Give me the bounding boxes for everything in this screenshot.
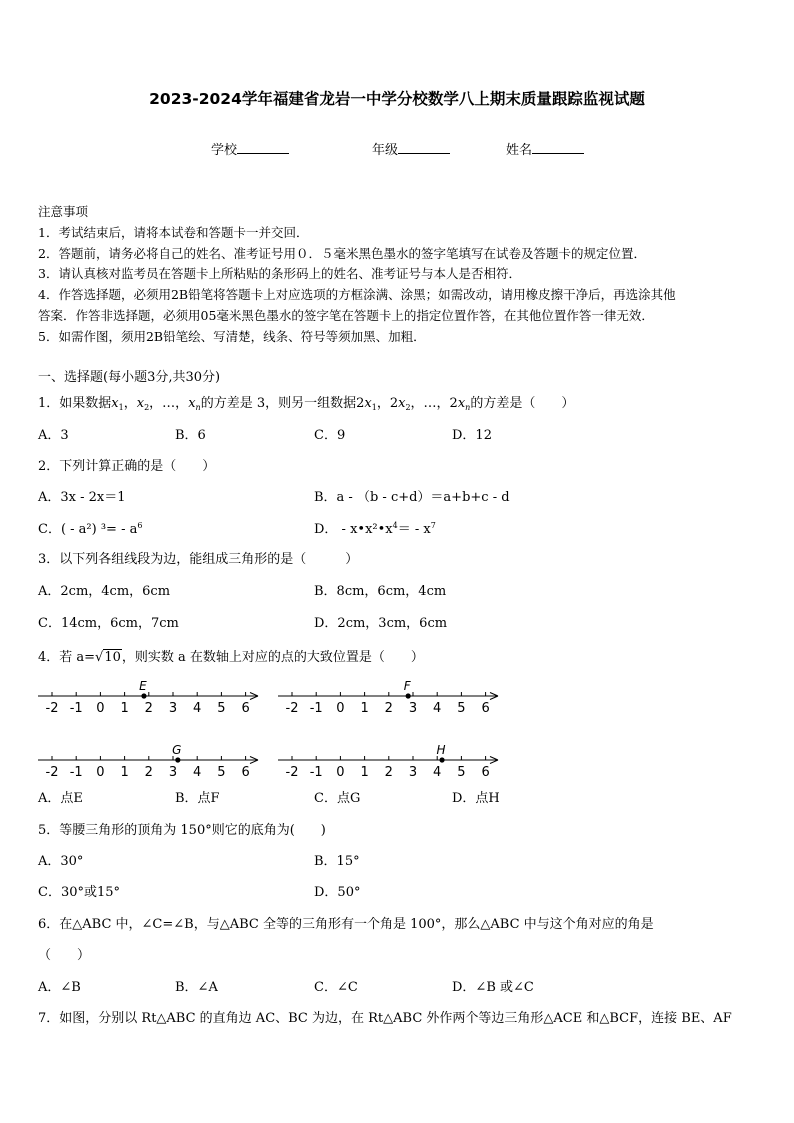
question-5-stem: 5．等腰三角形的顶角为 150°则它的底角为( ): [38, 823, 326, 838]
name-label: 姓名: [506, 143, 533, 158]
point-label: E: [139, 679, 147, 693]
q6-option-b[interactable]: B．∠A: [175, 980, 218, 995]
number-line-f: [276, 676, 508, 718]
q4-option-a[interactable]: A．点E: [38, 791, 83, 806]
q4-option-c[interactable]: C．点G: [314, 791, 361, 806]
section-heading: 一、选择题(每小题3分,共30分): [38, 370, 221, 385]
sqrt-expression: √10: [95, 650, 121, 665]
notice-item: 4．作答选择题，必须用2B铅笔将答题卡上对应选项的方框涂满、涂黑；如需改动，请用橡皮擦干净后，再选涂其他: [38, 287, 676, 302]
tick-label: 0: [336, 701, 345, 716]
tick-label: -2: [285, 765, 299, 780]
page-title: 2023-2024学年福建省龙岩一中学分校数学八上期末质量跟踪监视试题: [149, 90, 645, 108]
question-6-stem-cont: （ ）: [38, 948, 91, 963]
grade-field[interactable]: [372, 141, 450, 159]
tick-label: 6: [481, 701, 490, 716]
tick-label: -1: [309, 765, 323, 780]
q5-option-a[interactable]: A．30°: [38, 854, 84, 869]
q2-option-a[interactable]: A．3x - 2x＝1: [38, 490, 126, 505]
question-1-stem: 1．如果数据$x_1$，$x_2$，…，$x_n$的方差是 3，则另一组数据$2x_1$，$2x_2$，…，$2x_n$的方差是（ ）: [38, 396, 575, 412]
name-field[interactable]: [506, 141, 584, 159]
tick-label: 6: [241, 765, 250, 780]
q6-option-a[interactable]: A．∠B: [38, 980, 81, 995]
tick-label: 0: [96, 701, 105, 716]
tick-label: -1: [69, 701, 83, 716]
q1-option-d[interactable]: D．12: [452, 428, 492, 443]
question-2-stem: 2．下列计算正确的是（ ）: [38, 459, 216, 474]
point-marker: [175, 757, 180, 762]
grade-label: 年级: [372, 143, 399, 158]
tick-label: 0: [96, 765, 105, 780]
tick-label: 5: [457, 765, 466, 780]
notice-item: 2．答题前，请务必将自己的姓名、准考证号用０．５毫米黑色墨水的签字笔填写在试卷及答题卡的规定位置．: [38, 246, 646, 261]
question-6-stem: 6．在△ABC 中，∠C=∠B，与△ABC 全等的三角形有一个角是 100°，那么△ABC 中与这个角对应的角是: [38, 917, 654, 932]
q4-option-b[interactable]: B．点F: [175, 791, 220, 806]
school-label: 学校: [211, 143, 238, 158]
point-marker: [141, 693, 146, 698]
question-3-stem: 3．以下列各组线段为边，能组成三角形的是（ ）: [38, 552, 359, 567]
q5-option-c[interactable]: C．30°或15°: [38, 885, 121, 900]
tick-label: 2: [384, 701, 393, 716]
tick-label: 3: [168, 701, 178, 716]
tick-label: 4: [433, 701, 442, 716]
q3-option-c[interactable]: C．14cm，6cm，7cm: [38, 616, 179, 631]
q1-option-a[interactable]: A．3: [38, 428, 69, 443]
tick-label: 3: [408, 701, 418, 716]
notice-item: 3．请认真核对监考员在答题卡上所粘贴的条形码上的姓名、准考证号与本人是否相符．: [38, 266, 521, 281]
tick-label: 2: [144, 701, 153, 716]
school-field[interactable]: [211, 141, 289, 159]
q2-option-d[interactable]: D． - $x•x^2•x^4= - x^7$: [314, 521, 436, 537]
tick-label: -2: [285, 701, 299, 716]
tick-label: 4: [193, 765, 202, 780]
tick-label: -1: [309, 701, 323, 716]
q6-option-d[interactable]: D．∠B 或∠C: [452, 980, 534, 995]
tick-label: 5: [217, 765, 226, 780]
point-marker: [439, 757, 444, 762]
notice-item: 5．如需作图，须用2B铅笔绘、写清楚，线条、符号等须加黑、加粗．: [38, 329, 426, 344]
q2-option-b[interactable]: B．a - （b - c+d）＝a+b+c - d: [314, 490, 510, 505]
notice-heading: 注意事项: [38, 204, 89, 219]
tick-label: 6: [481, 765, 490, 780]
q3-option-b[interactable]: B．8cm，6cm，4cm: [314, 584, 447, 599]
point-label: F: [403, 679, 411, 693]
tick-label: 4: [433, 765, 442, 780]
tick-label: -2: [45, 701, 59, 716]
tick-label: 2: [384, 765, 393, 780]
number-line-e: [36, 676, 268, 718]
point-marker: [406, 693, 411, 698]
question-7-stem: 7．如图，分别以 Rt△ABC 的直角边 AC、BC 为边，在 Rt△ABC 外作两个等边三角形△ACE 和△BCF，连接 BE、AF: [38, 1011, 732, 1026]
tick-label: 1: [360, 765, 369, 780]
tick-label: 1: [120, 765, 129, 780]
tick-label: 6: [241, 701, 250, 716]
q1-option-c[interactable]: C．9: [314, 428, 346, 443]
q2-option-c[interactable]: C．( - a²) $^3= - a^6$: [38, 521, 143, 537]
q3-option-d[interactable]: D．2cm，3cm，6cm: [314, 616, 448, 631]
q5-option-b[interactable]: B．15°: [314, 854, 360, 869]
q1-option-b[interactable]: B．6: [175, 428, 206, 443]
tick-label: 0: [336, 765, 345, 780]
tick-label: 3: [408, 765, 418, 780]
tick-label: -1: [69, 765, 83, 780]
tick-label: 5: [217, 701, 226, 716]
point-label: G: [172, 743, 182, 757]
notice-item: 1．考试结束后，请将本试卷和答题卡一并交回．: [38, 225, 309, 240]
q3-option-a[interactable]: A．2cm，4cm，6cm: [38, 584, 171, 599]
tick-label: 1: [360, 701, 369, 716]
q6-option-c[interactable]: C．∠C: [314, 980, 358, 995]
number-line-h: [276, 740, 508, 782]
tick-label: 5: [457, 701, 466, 716]
tick-label: 3: [168, 765, 178, 780]
point-label: H: [436, 743, 446, 757]
notice-item: 答案．作答非选择题，必须用05毫米黑色墨水的签字笔在答题卡上的指定位置作答，在其他位置作答一律无效．: [38, 308, 654, 323]
tick-label: 1: [120, 701, 129, 716]
tick-label: 2: [144, 765, 153, 780]
question-4-stem: 4．若 a=√10，则实数 a 在数轴上对应的点的大致位置是（ ）: [38, 650, 424, 665]
number-line-g: [36, 740, 268, 782]
tick-label: -2: [45, 765, 59, 780]
q4-option-d[interactable]: D．点H: [452, 791, 500, 806]
q5-option-d[interactable]: D．50°: [314, 885, 361, 900]
tick-label: 4: [193, 701, 202, 716]
